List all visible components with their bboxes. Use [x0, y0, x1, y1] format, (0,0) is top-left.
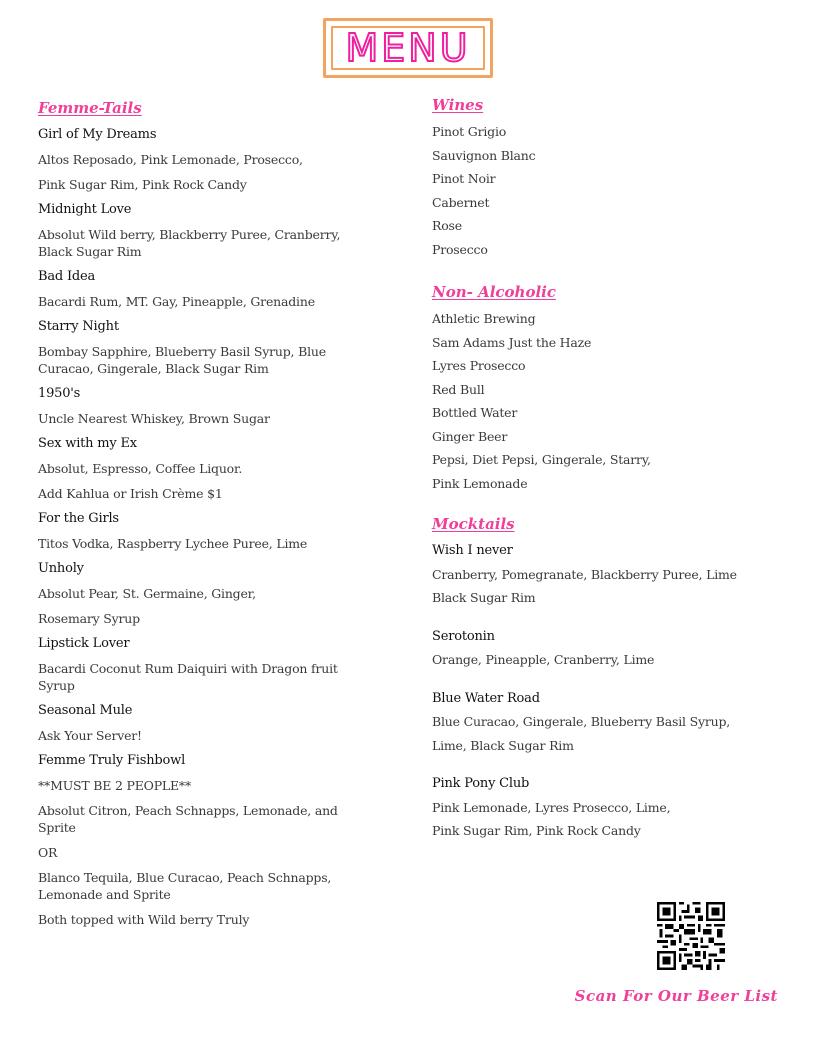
drink-ingredients: Add Kahlua or Irish Crème $1	[38, 486, 223, 501]
non-alcoholic-item: Pepsi, Diet Pepsi, Gingerale, Starry,	[432, 452, 651, 467]
non-alcoholic-item: Red Bull	[432, 381, 485, 397]
mocktail-ingredients: Blue Curacao, Gingerale, Blueberry Basil Syrup,	[432, 714, 731, 729]
drink-ingredients: Uncle Nearest Whiskey, Brown Sugar	[38, 411, 270, 426]
mocktail-ingredients: Black Sugar Rim	[432, 590, 536, 605]
femme-tails-list	[38, 126, 378, 928]
mocktail-entry	[432, 687, 782, 758]
wines-list	[432, 120, 782, 261]
section-title-femme-tails: Femme-Tails	[38, 99, 142, 117]
drink-ingredients: Absolut Citron, Peach Schnapps, Lemonade, and Sprite	[38, 803, 338, 835]
section-title-non-alcoholic: Non- Alcoholic	[432, 283, 556, 301]
drink-ingredients: Titos Vodka, Raspberry Lychee Puree, Lime	[38, 536, 308, 551]
drink-ingredients: Absolut Pear, St. Germaine, Ginger,	[38, 586, 256, 601]
wine-item: Pinot Grigio	[432, 124, 507, 139]
right-column	[432, 94, 782, 843]
non-alcoholic-item: Sam Adams Just the Haze	[432, 334, 592, 350]
drink-ingredients: Both topped with Wild berry Truly	[38, 912, 250, 927]
mocktails-section	[432, 513, 782, 843]
drink-ingredients: OR	[38, 845, 58, 860]
non-alcoholic-item: Bottled Water	[432, 405, 518, 420]
wines-section	[432, 94, 782, 261]
drink-name: Girl of My Dreams	[38, 127, 157, 142]
drink-name: 1950's	[38, 386, 81, 401]
non-alcoholic-list	[432, 307, 782, 495]
menu-logo	[323, 18, 493, 78]
drink-name: Seasonal Mule	[38, 703, 133, 718]
non-alcoholic-item: Pink Lemonade	[432, 475, 528, 491]
drink-ingredients: Absolut Wild berry, Blackberry Puree, Cranberry, Black Sugar Rim	[38, 227, 341, 259]
mocktail-ingredients: Orange, Pineapple, Cranberry, Lime	[432, 652, 655, 667]
mocktails-list	[432, 539, 782, 843]
wine-item: Prosecco	[432, 241, 488, 257]
drink-ingredients: Pink Sugar Rim, Pink Rock Candy	[38, 177, 247, 192]
mocktail-name: Blue Water Road	[432, 690, 540, 706]
mocktail-name: Wish I never	[432, 543, 513, 558]
non-alcoholic-item: Lyres Prosecco	[432, 358, 526, 373]
drink-ingredients: Bacardi Rum, MT. Gay, Pineapple, Grenadine	[38, 294, 315, 309]
mocktail-ingredients: Pink Lemonade, Lyres Prosecco, Lime,	[432, 799, 671, 815]
drink-ingredients: Blanco Tequila, Blue Curacao, Peach Schnapps, Lemonade and Sprite	[38, 870, 332, 902]
mocktail-ingredients: Pink Sugar Rim, Pink Rock Candy	[432, 823, 641, 838]
scan-beer-list-label: Scan For Our Beer List	[574, 987, 778, 1005]
wine-item: Cabernet	[432, 194, 490, 210]
drink-name: Femme Truly Fishbowl	[38, 753, 186, 768]
section-title-wines: Wines	[432, 96, 484, 114]
wine-item: Sauvignon Blanc	[432, 147, 536, 163]
drink-ingredients: Rosemary Syrup	[38, 611, 140, 626]
femme-tails-section	[38, 96, 378, 936]
mocktail-entry	[432, 625, 782, 672]
drink-ingredients: Altos Reposado, Pink Lemonade, Prosecco,	[38, 152, 303, 167]
mocktail-ingredients: Cranberry, Pomegranate, Blackberry Puree, Lime	[432, 566, 737, 582]
drink-name: Unholy	[38, 561, 84, 576]
drink-name: Sex with my Ex	[38, 436, 137, 451]
drink-name: Midnight Love	[38, 202, 132, 217]
section-title-mocktails: Mocktails	[432, 515, 515, 533]
drink-name: For the Girls	[38, 511, 119, 526]
mocktail-ingredients: Lime, Black Sugar Rim	[432, 737, 574, 753]
mocktail-name: Serotonin	[432, 628, 495, 644]
drink-name: Lipstick Lover	[38, 636, 130, 651]
drink-ingredients: Bacardi Coconut Rum Daiquiri with Dragon fruit Syrup	[38, 661, 338, 693]
wine-item: Rose	[432, 218, 462, 233]
qr-code-icon[interactable]	[657, 902, 725, 970]
mocktail-entry	[432, 539, 782, 610]
logo-text: MENU	[345, 26, 471, 70]
drink-ingredients: Ask Your Server!	[38, 728, 142, 743]
mocktail-name: Pink Pony Club	[432, 776, 530, 791]
wine-item: Pinot Noir	[432, 171, 496, 186]
drink-name: Bad Idea	[38, 269, 96, 284]
non-alcoholic-item: Ginger Beer	[432, 428, 508, 444]
drink-ingredients: Bombay Sapphire, Blueberry Basil Syrup, Blue Curacao, Gingerale, Black Sugar Rim	[38, 344, 326, 376]
drink-name: Starry Night	[38, 319, 119, 334]
mocktail-entry	[432, 772, 782, 843]
non-alcoholic-item: Athletic Brewing	[432, 311, 536, 326]
drink-ingredients: **MUST BE 2 PEOPLE**	[38, 778, 192, 793]
non-alcoholic-section	[432, 281, 782, 495]
drink-ingredients: Absolut, Espresso, Coffee Liquor.	[38, 461, 243, 476]
